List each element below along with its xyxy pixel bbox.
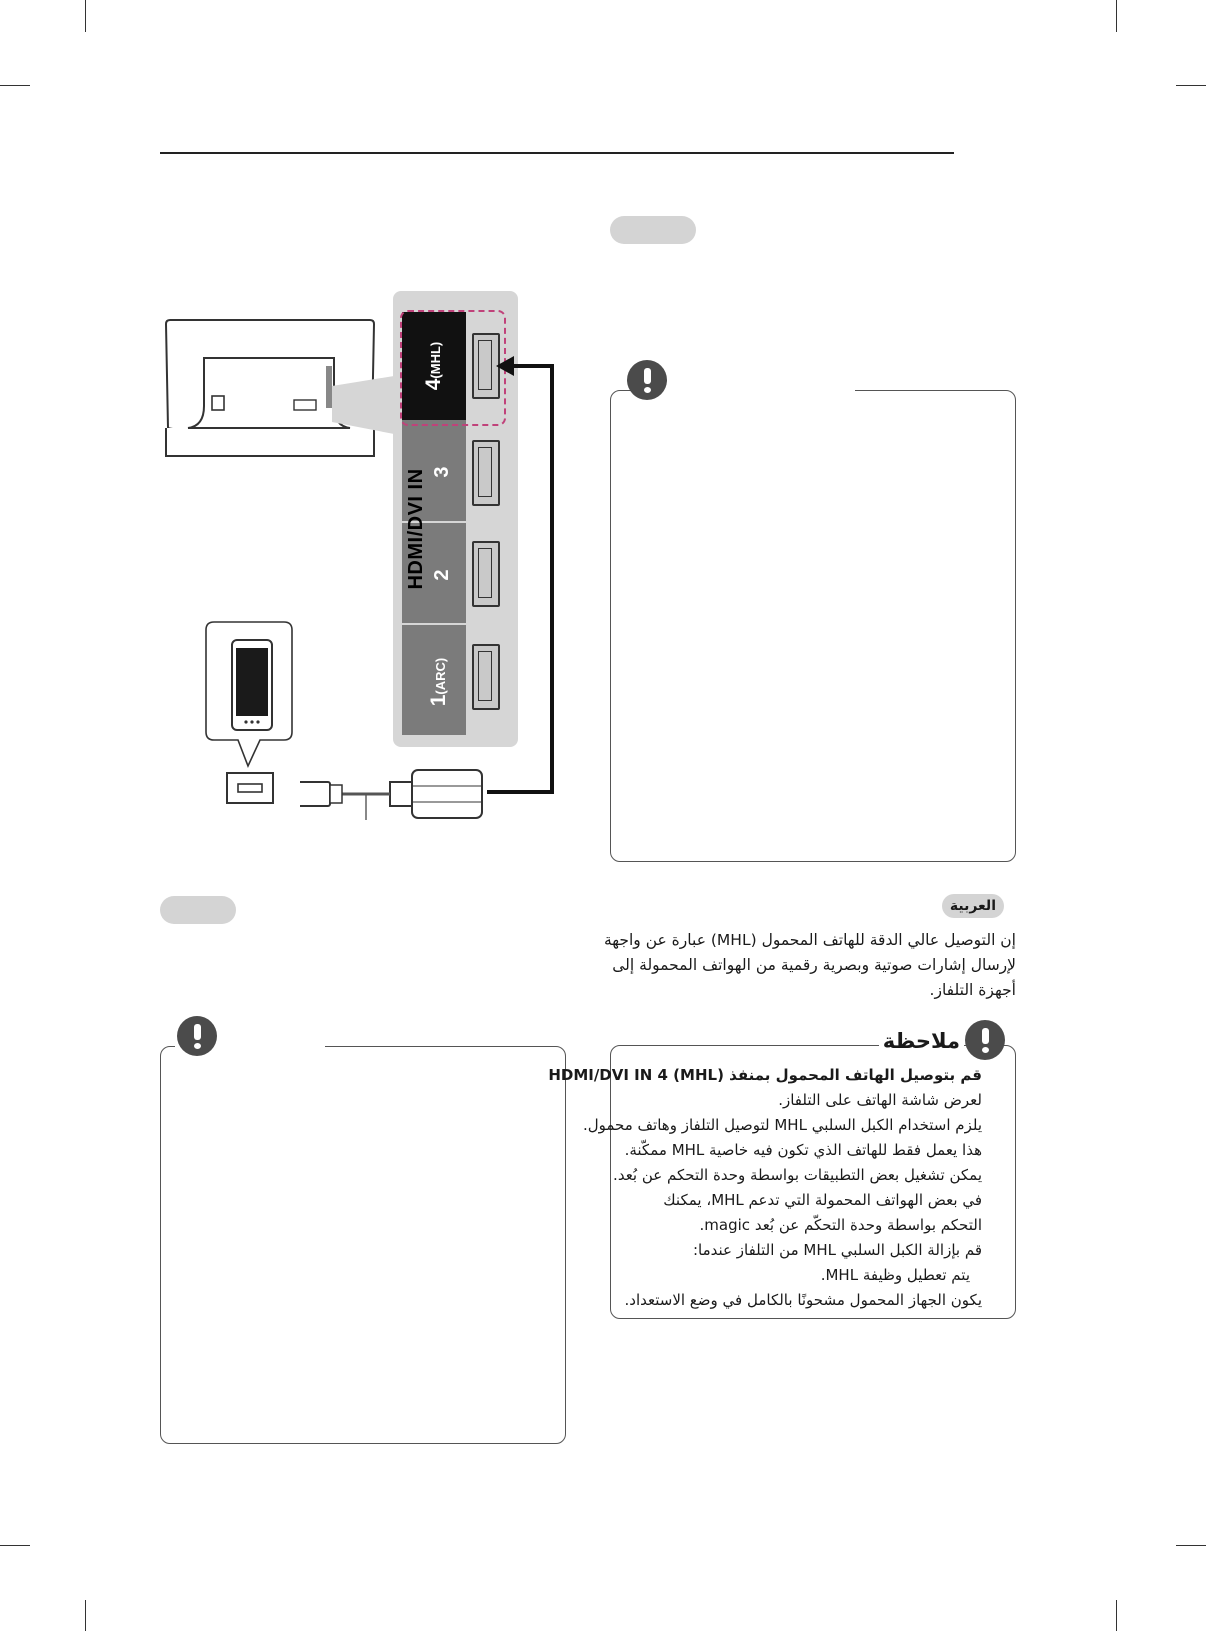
crop-mark <box>85 0 86 32</box>
intro-line: إن التوصيل عالي الدقة للهاتف المحمول (MHL) عبارة عن واجهة <box>603 931 1016 949</box>
crop-mark <box>1176 85 1206 86</box>
smartphone-illustration <box>204 620 294 770</box>
note-line: يكون الجهاز المحمول مشحونًا بالكامل في وضع الاستعداد. <box>624 1291 982 1309</box>
note-line: في بعض الهواتف المحمولة التي تدعم MHL، يمكنك <box>663 1191 982 1209</box>
header-rule <box>160 152 954 154</box>
intro-line: أجهزة التلفاز. <box>929 981 1016 999</box>
note-content <box>548 1063 982 1313</box>
note-box-placeholder <box>160 1046 566 1444</box>
note-line: يمكن تشغيل بعض التطبيقات بواسطة وحدة التحكم عن بُعد. <box>613 1166 982 1184</box>
note-line: التحكم بواسطة وحدة التحكّم عن بُعد magic. <box>699 1216 982 1234</box>
note-line: قم بإزالة الكبل السلبي MHL من التلفاز عندما: <box>693 1241 982 1259</box>
note-line: يلزم استخدام الكبل السلبي MHL لتوصيل التلفاز وهاتف محمول. <box>582 1116 982 1134</box>
note-line: قم بتوصيل الهاتف المحمول بمنفذ HDMI/DVI IN 4 (MHL) <box>548 1066 982 1084</box>
crop-mark <box>1176 1545 1206 1546</box>
language-tag: العربية <box>942 894 1004 918</box>
note-line: يتم تعطيل وظيفة MHL. <box>820 1266 970 1284</box>
port-4-caption: 4(MHL) <box>422 341 445 391</box>
section-tag-placeholder <box>610 216 696 244</box>
exclamation-icon <box>627 360 667 400</box>
note-title: ملاحظة <box>879 1028 964 1054</box>
note-line: لعرض شاشة الهاتف على التلفاز. <box>778 1091 982 1109</box>
crop-mark <box>0 85 30 86</box>
crop-mark <box>1116 0 1117 32</box>
section-tag-placeholder <box>160 896 236 924</box>
port-2-caption: 2 <box>431 569 453 581</box>
port-1-caption: 1(ARC) <box>427 657 450 707</box>
cable-arrow <box>300 350 560 820</box>
exclamation-icon <box>965 1020 1005 1060</box>
crop-mark <box>0 1545 30 1546</box>
exclamation-icon <box>177 1016 217 1056</box>
intro-paragraph <box>596 928 1016 1003</box>
hdmi-dvi-in-title: HDMI/DVI IN <box>405 468 427 590</box>
port-3-caption: 3 <box>431 466 453 478</box>
note-line: هذا يعمل فقط للهاتف الذي تكون فيه خاصية MHL ممكّنة. <box>624 1141 982 1159</box>
intro-line: لإرسال إشارات صوتية وبصرية رقمية من الهواتف المحمولة إلى <box>612 956 1016 974</box>
crop-mark <box>85 1600 86 1631</box>
crop-mark <box>1116 1600 1117 1631</box>
micro-usb-port <box>226 772 274 804</box>
note-box-placeholder <box>610 390 1016 862</box>
